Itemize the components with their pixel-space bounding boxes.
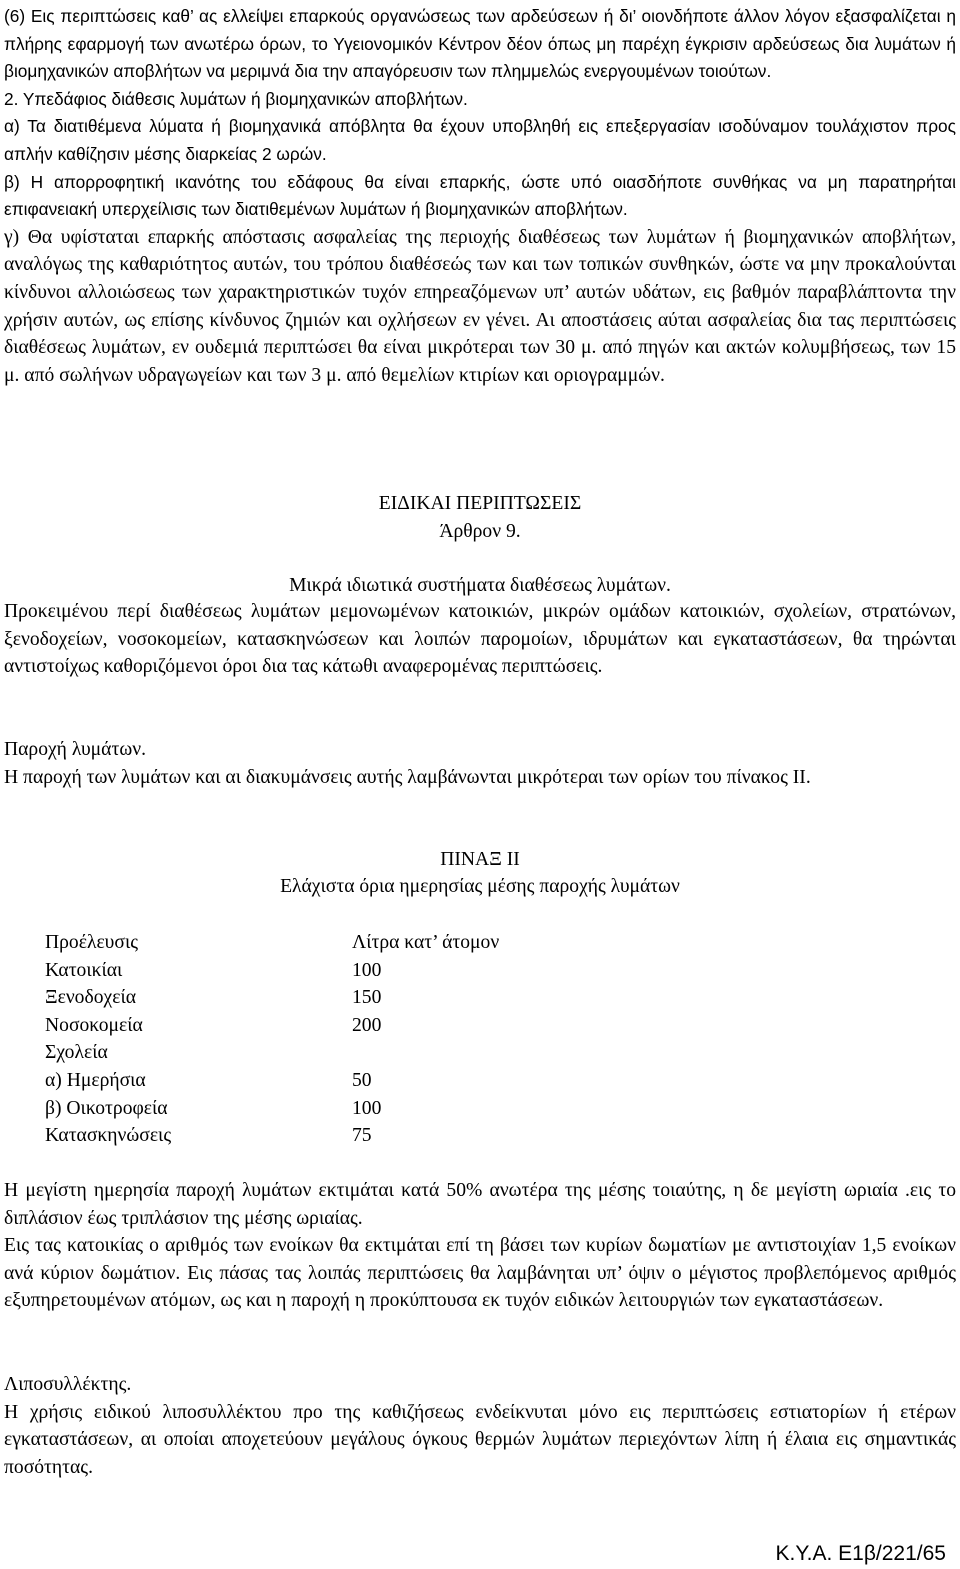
table-cell-origin: Προέλευσις — [45, 932, 138, 953]
table-cell-origin: Νοσοκομεία — [45, 1014, 143, 1036]
table-row — [45, 984, 645, 1012]
table-row — [45, 1095, 645, 1123]
table-cell-origin: Κατασκηνώσεις — [45, 1125, 172, 1147]
table-row — [45, 1067, 645, 1095]
table-cell-origin: Ξενοδοχεία — [45, 987, 136, 1009]
table-row — [45, 1012, 645, 1040]
private-systems-heading: Μικρά ιδιωτικά συστήματα διαθέσεως λυμάτων. — [289, 575, 671, 596]
table-title: ΠΙΝΑΞ ΙΙ — [440, 849, 520, 870]
flow-table — [45, 929, 645, 1150]
table-row — [45, 929, 645, 957]
paragraph-b: β) Η απορροφητική ικανότης του εδάφους θα είναι επαρκής, ώστε υπό οιασδήποτε συνθήκας να μη παρατηρήται επιφανειακή υπερχείλισις των διατιθεμένων λυμάτων ή βιομηχανικών αποβλήτων. — [4, 171, 956, 220]
table-cell-origin: Κατοικίαι — [45, 959, 123, 981]
grease-trap-title: Λιποσυλλέκτης. — [4, 1374, 132, 1395]
after-table-block — [4, 1177, 956, 1315]
table-row — [45, 957, 645, 985]
intro-paragraph-block — [4, 598, 956, 681]
grease-trap-block — [4, 1371, 956, 1481]
table-cell-liters: 75 — [352, 1125, 372, 1147]
table-cell-origin: β) Οικοτροφεία — [45, 1097, 168, 1119]
footer-reference: Κ.Υ.Α. Ε1β/221/65 — [775, 1542, 946, 1565]
table-row — [45, 1039, 645, 1067]
table-cell-liters: 50 — [352, 1069, 372, 1091]
top-section — [4, 3, 956, 389]
table-row — [45, 1122, 645, 1150]
supply-text: Η παροχή των λυμάτων και αι διακυμάνσεις αυτής λαμβάνωνται μικρότεραι των ορίων του πίνακος ΙΙ. — [4, 766, 811, 788]
grease-trap-text: Η χρήσις ειδικού λιποσυλλέκτου προ της καθιζήσεως ενδείκνυται μόνο εις περιπτώσεις εστιατορίων ή ετέρων εγκαταστάσεων, αι οποίαι αποχετεύουν μεγάλους όγκους θερμών λυμάτων περιεχόντων λίπη ή έλαια εις σημαντικάς ποσότητας. — [4, 1401, 956, 1478]
table-cell-liters: Λίτρα κατ’ άτομον — [352, 932, 500, 953]
max-flow-paragraph: Η μεγίστη ημερησία παροχή λυμάτων εκτιμάται κατά 50% ανωτέρα της μέσης τοιαύτης, η δε μεγίστη ωριαία .εις το διπλάσιον έως τριπλάσιον της μέσης ωριαίας. — [4, 1180, 956, 1229]
residents-paragraph: Εις τας κατοικίας ο αριθμός των ενοίκων θα εκτιμάται επί τη βάσει των κυρίων δωματίων με αντιστοιχίαν 1,5 ενοίκων ανά κύριον δωμάτιον. Εις πάσας τας λοιπάς περιπτώσεις θα λαμβάνηται υπ’ όψιν ο μέγιστος προβλεπόμενος αριθμός εξυπηρετουμένων ατόμων, ως και η παροχή η προκύπτουσα εκ τυχόν ειδικών λειτουργιών των εγκαταστάσεων. — [4, 1235, 956, 1312]
intro-paragraph: Προκειμένου περί διαθέσεως λυμάτων μεμονωμένων κατοικιών, μικρών ομάδων κατοικιών, σχολείων, στρατώνων, ξενοδοχείων, νοσοκομείων, κατασκηνώσεων και λοιπών παρομοίων, ιδρυμάτων και εγκαταστάσεων, θα τηρώνται αντιστοίχως καθοριζόμενοι όροι δια τας κάτωθι αναφερομένας περιπτώσεις. — [4, 601, 956, 678]
special-cases-heading: ΕΙΔΙΚΑΙ ΠΕΡΙΠΤΩΣΕΙΣ — [378, 493, 582, 514]
paragraph-6: (6) Εις περιπτώσεις καθ’ ας ελλείψει επαρκούς οργανώσεως των αρδεύσεων ή δι’ οιονδήποτε άλλον λόγον εξασφαλίζεται η πλήρης εφαρμογή των ανωτέρω όρων, το Υγειονομικόν Κέντρον δέον όπως μη παρέχη έγκρισιν αρδεύσεως δια λυμάτων ή βιομηχανικών αποβλήτων να μεριμνά δια την απαγόρευσιν των πλημμελώς ενεργουμένων τοιούτων. — [4, 6, 956, 82]
table-cell-origin: α) Ημερήσια — [45, 1069, 146, 1091]
table-cell-liters: 150 — [352, 987, 382, 1009]
subsection-heading-2: 2. Υπεδάφιος διάθεσις λυμάτων ή βιομηχανικών αποβλήτων. — [4, 88, 468, 109]
table-cell-liters: 100 — [352, 959, 382, 981]
paragraph-c: γ) Θα υφίσταται επαρκής απόστασις ασφαλείας της περιοχής διαθέσεως των λυμάτων ή βιομηχανικών αποβλήτων, αναλόγως της καθαριότητος αυτών, του τρόπου διαθέσεώς των και των τοπικών συνθηκών, ώστε να μην προκαλούνται κίνδυνοι αλλοιώσεως των χαρακτηριστικών τυχόν επηρεαζόμενων υπ’ αυτών υδάτων, εις βαθμόν παραβλάπτοντα την χρήσιν αυτών, ως επίσης κίνδυνος ζημιών και οχλήσεων εν γένει. Αι αποστάσεις αύται ασφαλείας δια τας περιπτώσεις διαθέσεως λυμάτων, εν ουδεμιά περιπτώσει θα είναι μικρότεραι των 30 μ. από πηγών και ακτών κολυμβήσεως, των 15 μ. από σωλήνων υδραγωγείων και των 3 μ. από θεμελίων κτιρίων και οριογραμμών. — [4, 226, 956, 386]
table-cell-liters: 100 — [352, 1097, 382, 1119]
article-heading: Άρθρον 9. — [439, 521, 521, 542]
table-cell-liters: 200 — [352, 1014, 382, 1036]
supply-block — [4, 736, 956, 791]
table-subtitle: Ελάχιστα όρια ημερησίας μέσης παροχής λυμάτων — [280, 876, 680, 897]
paragraph-a: α) Τα διατιθέμενα λύματα ή βιομηχανικά απόβλητα θα έχουν υποβληθή εις επεξεργασίαν ισοδύναμον τουλάχιστον προς απλήν καθίζησιν μέσης διαρκείας 2 ωρών. — [4, 116, 956, 164]
table-cell-origin: Σχολεία — [45, 1042, 108, 1064]
table-cell-liters — [352, 1039, 645, 1067]
supply-title: Παροχή λυμάτων. — [4, 739, 146, 760]
